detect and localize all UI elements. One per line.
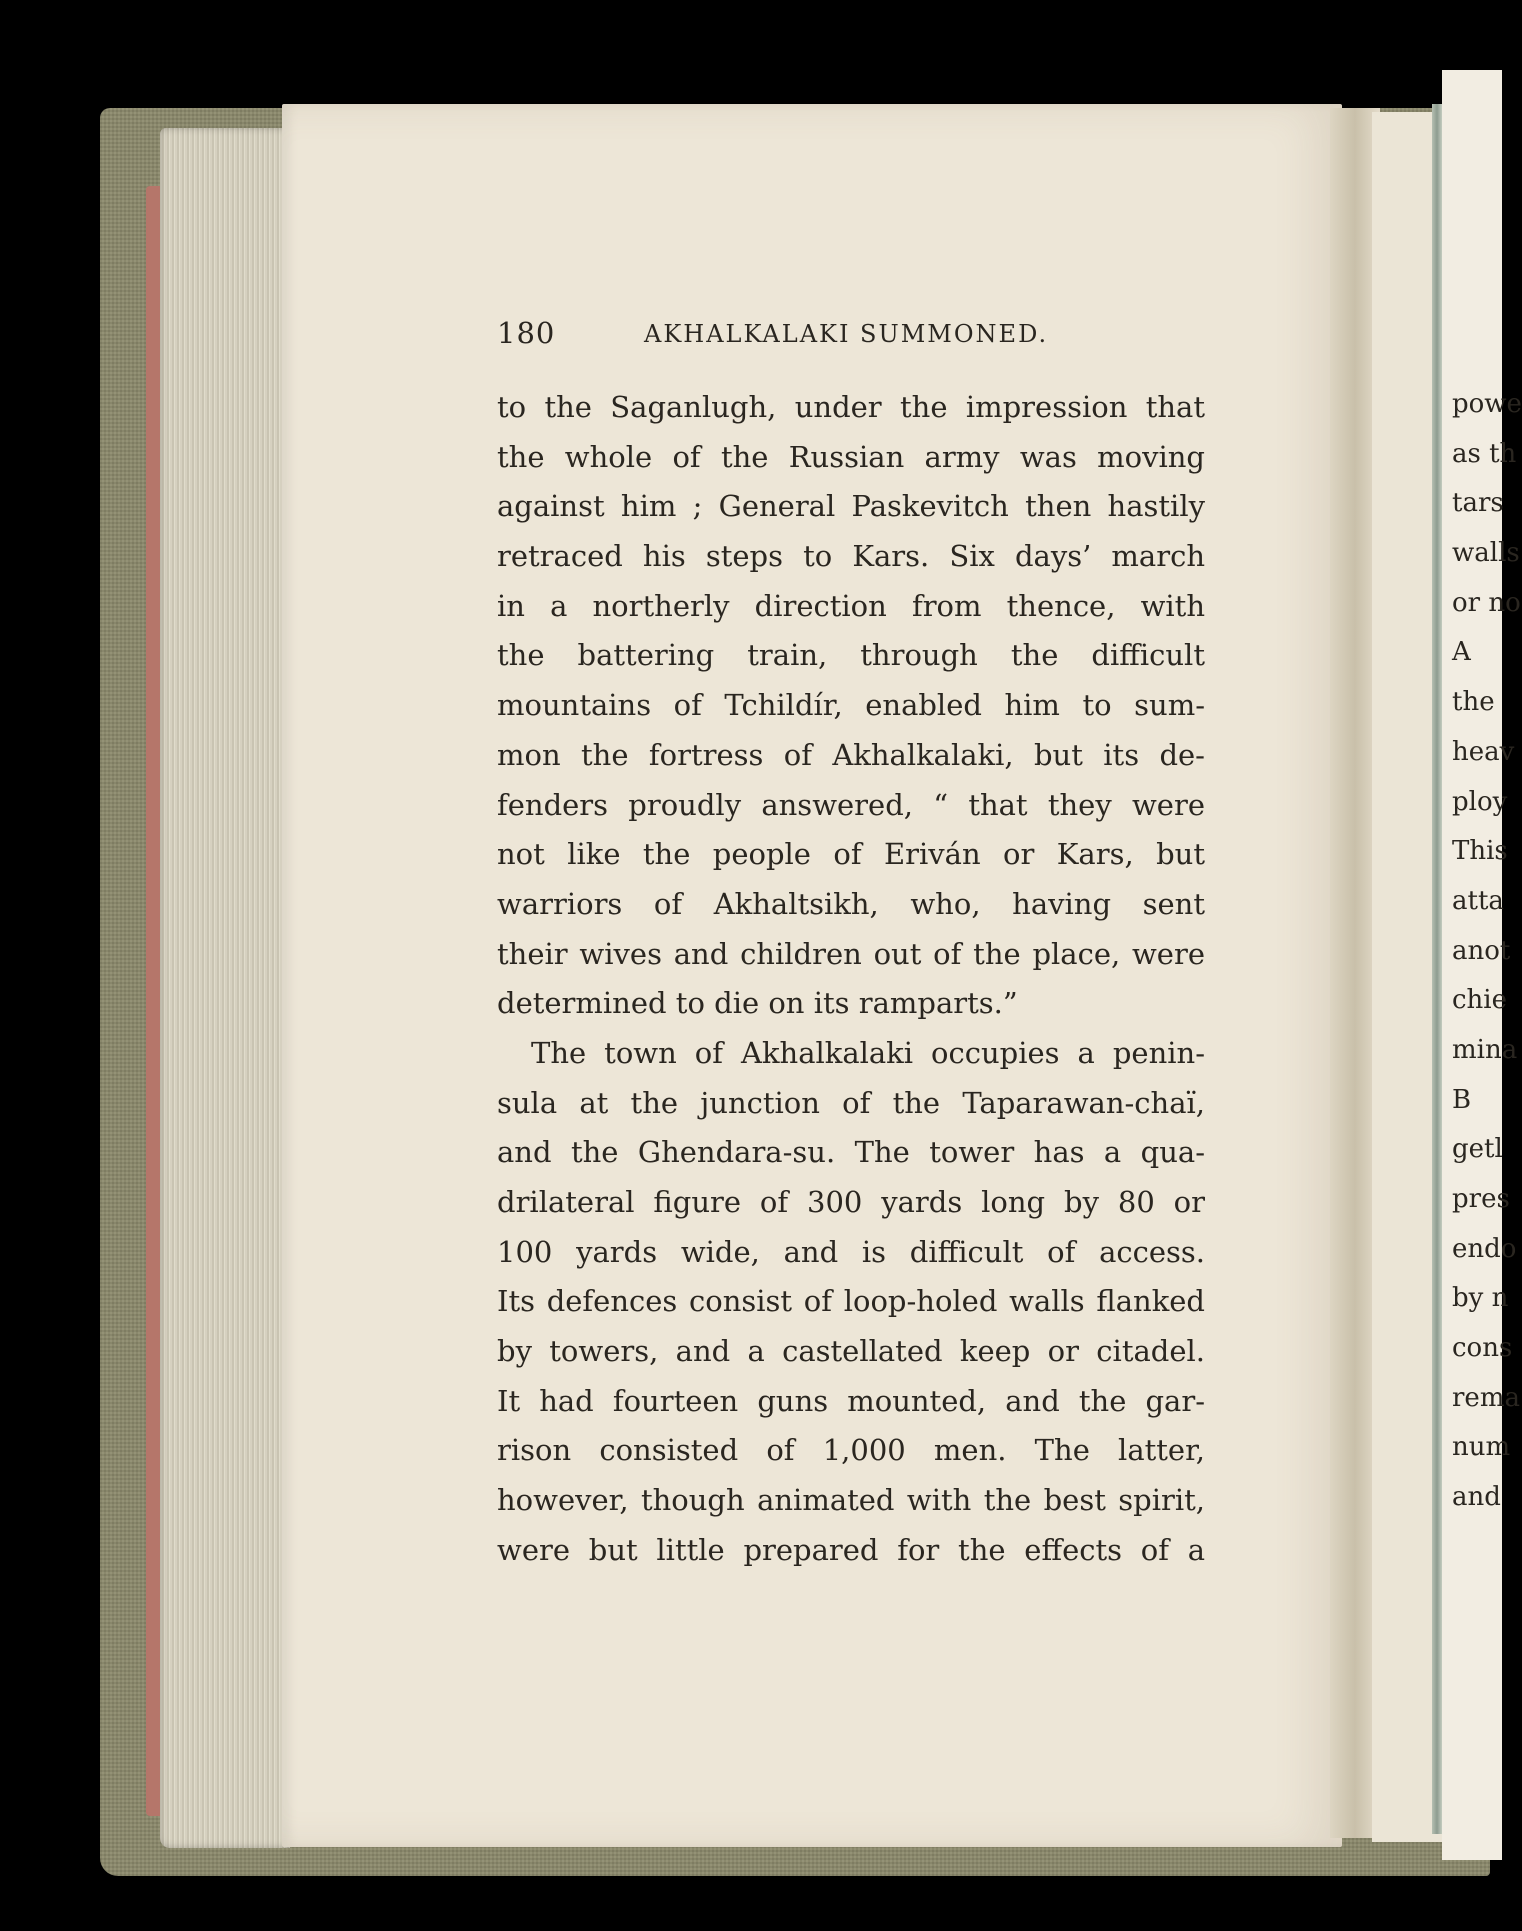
- running-head: [497, 316, 1207, 356]
- fragment-line: B: [1452, 1084, 1472, 1115]
- fragment-line: This: [1452, 836, 1508, 867]
- fragment-line: by n: [1452, 1283, 1509, 1314]
- fragment-line: or no: [1452, 587, 1521, 618]
- fragment-line: anot: [1452, 935, 1511, 966]
- text-line: It had fourteen guns mounted, and the gar-: [497, 1383, 1205, 1418]
- text-line: 100 yards wide, and is difficult of access.: [497, 1234, 1205, 1269]
- text-line: their wives and children out of the place, were: [497, 936, 1205, 971]
- fragment-line: atta: [1452, 885, 1504, 916]
- text-line: retraced his steps to Kars. Six days’ march: [497, 539, 1205, 574]
- text-line: the battering train, through the difficult: [497, 638, 1205, 673]
- text-line: Its defences consist of loop-holed walls flanked: [497, 1284, 1205, 1319]
- text-line: mon the fortress of Akhalkalaki, but its de-: [497, 737, 1205, 772]
- fragment-line: chie: [1452, 985, 1508, 1016]
- text-line: fenders proudly answered, “ that they were: [497, 787, 1205, 822]
- text-line: were but little prepared for the effects of a: [497, 1532, 1205, 1567]
- fragment-line: ploy: [1452, 786, 1508, 817]
- fragment-line: and: [1452, 1482, 1501, 1513]
- text-line: mountains of Tchildír, enabled him to sum-: [497, 688, 1205, 723]
- text-line: warriors of Akhaltsikh, who, having sent: [497, 886, 1205, 921]
- fragment-line: tars: [1452, 488, 1504, 519]
- text-line: by towers, and a castellated keep or citadel.: [497, 1334, 1205, 1369]
- fragment-line: A: [1452, 637, 1471, 668]
- text-line: not like the people of Eriván or Kars, but: [497, 837, 1205, 872]
- page-number: 180: [497, 316, 556, 350]
- text-line: sula at the junction of the Taparawan-chaï,: [497, 1085, 1205, 1120]
- fragment-line: num: [1452, 1432, 1511, 1463]
- fragment-line: the: [1452, 687, 1495, 718]
- text-line: drilateral figure of 300 yards long by 80 or: [497, 1185, 1205, 1219]
- fragment-line: as th: [1452, 438, 1517, 469]
- page-edges: [160, 128, 290, 1848]
- right-page-edge: [1432, 104, 1442, 1834]
- text-line: determined to die on its ramparts.”: [497, 986, 1018, 1021]
- text-line: however, though animated with the best spirit,: [497, 1483, 1205, 1518]
- fragment-line: cons: [1452, 1333, 1513, 1364]
- fragment-line: heav: [1452, 736, 1515, 767]
- body-text: [497, 383, 1205, 1576]
- fragment-line: getl: [1452, 1134, 1503, 1165]
- text-line: The town of Akhalkalaki occupies a penin-: [531, 1035, 1205, 1070]
- fragment-line: walls: [1452, 538, 1520, 569]
- fragment-line: powe: [1452, 389, 1522, 419]
- fragment-line: pres: [1452, 1184, 1510, 1214]
- text-line: against him ; General Paskevitch then hastily: [497, 489, 1205, 524]
- running-title: AKHALKALAKI SUMMONED.: [644, 320, 1049, 348]
- facing-page-text: [1452, 380, 1522, 1523]
- fragment-line: endo: [1452, 1233, 1517, 1264]
- fragment-line: mina: [1452, 1034, 1518, 1065]
- text-line: the whole of the Russian army was moving: [497, 439, 1205, 474]
- text-line: and the Ghendara-su. The tower has a qua-: [497, 1135, 1205, 1170]
- fragment-line: rema: [1452, 1382, 1520, 1413]
- text-line: in a northerly direction from thence, with: [497, 588, 1205, 623]
- text-line: to the Saganlugh, under the impression that: [497, 390, 1205, 424]
- text-line: rison consisted of 1,000 men. The latter,: [497, 1433, 1205, 1468]
